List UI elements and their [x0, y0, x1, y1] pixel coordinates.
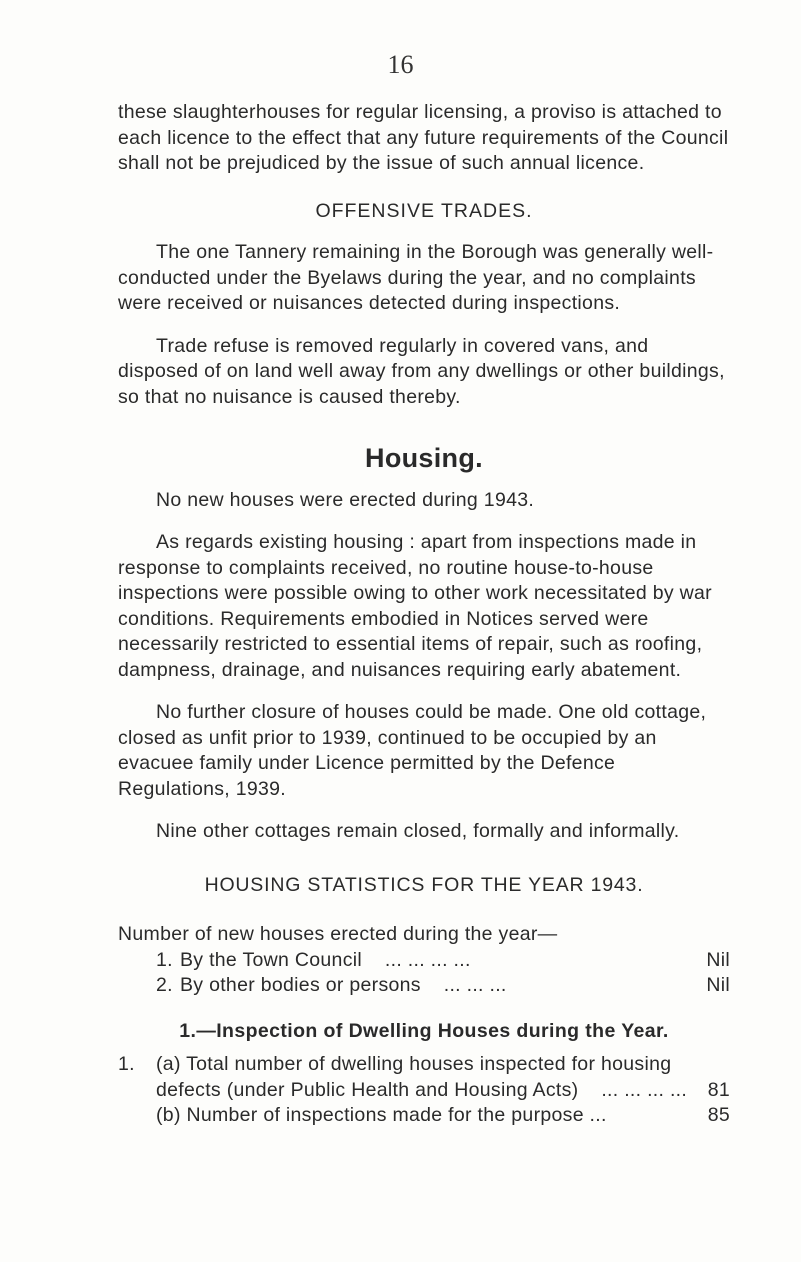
inspection-heading: 1.—Inspection of Dwelling Houses during the Year. — [179, 1019, 669, 1042]
item-number: 1. — [118, 1053, 135, 1075]
leader-dots: ... ... ... — [443, 974, 507, 996]
page-content — [118, 100, 730, 1129]
trade-refuse-paragraph: Trade refuse is removed regularly in covered vans, and disposed of on land well away from any dwellings or other buildings, so that no nuisance is caused thereby. — [118, 334, 725, 408]
item-number: 2. — [156, 974, 173, 996]
item-value: Nil — [706, 948, 730, 971]
item-value: 85 — [707, 1104, 730, 1126]
statistics-heading: HOUSING STATISTICS FOR THE YEAR 1943. — [204, 873, 644, 896]
housing-paragraph-closure: No further closure of houses could be made. One old cottage, closed as unfit prior to 1939, continued to be occupied by an evacuee family under Licence permitted by the Defence Regulations, 1939. — [118, 701, 707, 800]
new-houses-label: Number of new houses erected during the year— — [118, 923, 558, 945]
item-number: 1. — [156, 948, 173, 971]
list-item — [118, 973, 730, 999]
item-value: 81 — [707, 1078, 730, 1101]
item-label: By the Town Council — [180, 948, 363, 971]
item-label: (b) Number of inspections made for the purpose ... — [156, 1104, 607, 1126]
item-value: Nil — [706, 974, 730, 996]
item-label: (a) Total number of dwelling houses inspected for housing defects (under Public Health and Housing Acts) — [156, 1053, 672, 1101]
page-number: 16 — [387, 50, 414, 79]
housing-paragraph-new-houses: No new houses were erected during 1943. — [156, 488, 535, 511]
tannery-paragraph: The one Tannery remaining in the Borough was generally well-conducted under the Byelaws during the year, and no complaints were received or nuisances detected during inspections. — [118, 241, 714, 314]
offensive-trades-heading: OFFENSIVE TRADES. — [315, 199, 533, 222]
inspection-item-b — [118, 1103, 730, 1129]
leader-dots: ... ... ... ... — [384, 948, 471, 971]
housing-paragraph-cottages: Nine other cottages remain closed, formally and informally. — [156, 820, 680, 842]
housing-heading: Housing. — [365, 443, 483, 473]
item-label: By other bodies or persons — [180, 974, 421, 996]
intro-paragraph: these slaughterhouses for regular licensing, a proviso is attached to each licence to the effect that any future requirements of the Council shall not be prejudiced by the issue of such annual licence. — [118, 101, 729, 174]
housing-paragraph-existing: As regards existing housing : apart from inspections made in response to complaints received, no routine house-to-house inspections were possible owing to other work necessitated by war conditions. Requirements embodied in Notices served were necessarily restricted to essential items of repair, such as roofing, dampness, drainage, and nuisances requiring early abatement. — [118, 531, 712, 681]
inspection-item-a — [118, 1052, 730, 1103]
list-item — [118, 948, 730, 974]
leader-dots: ... ... ... ... — [601, 1078, 688, 1101]
